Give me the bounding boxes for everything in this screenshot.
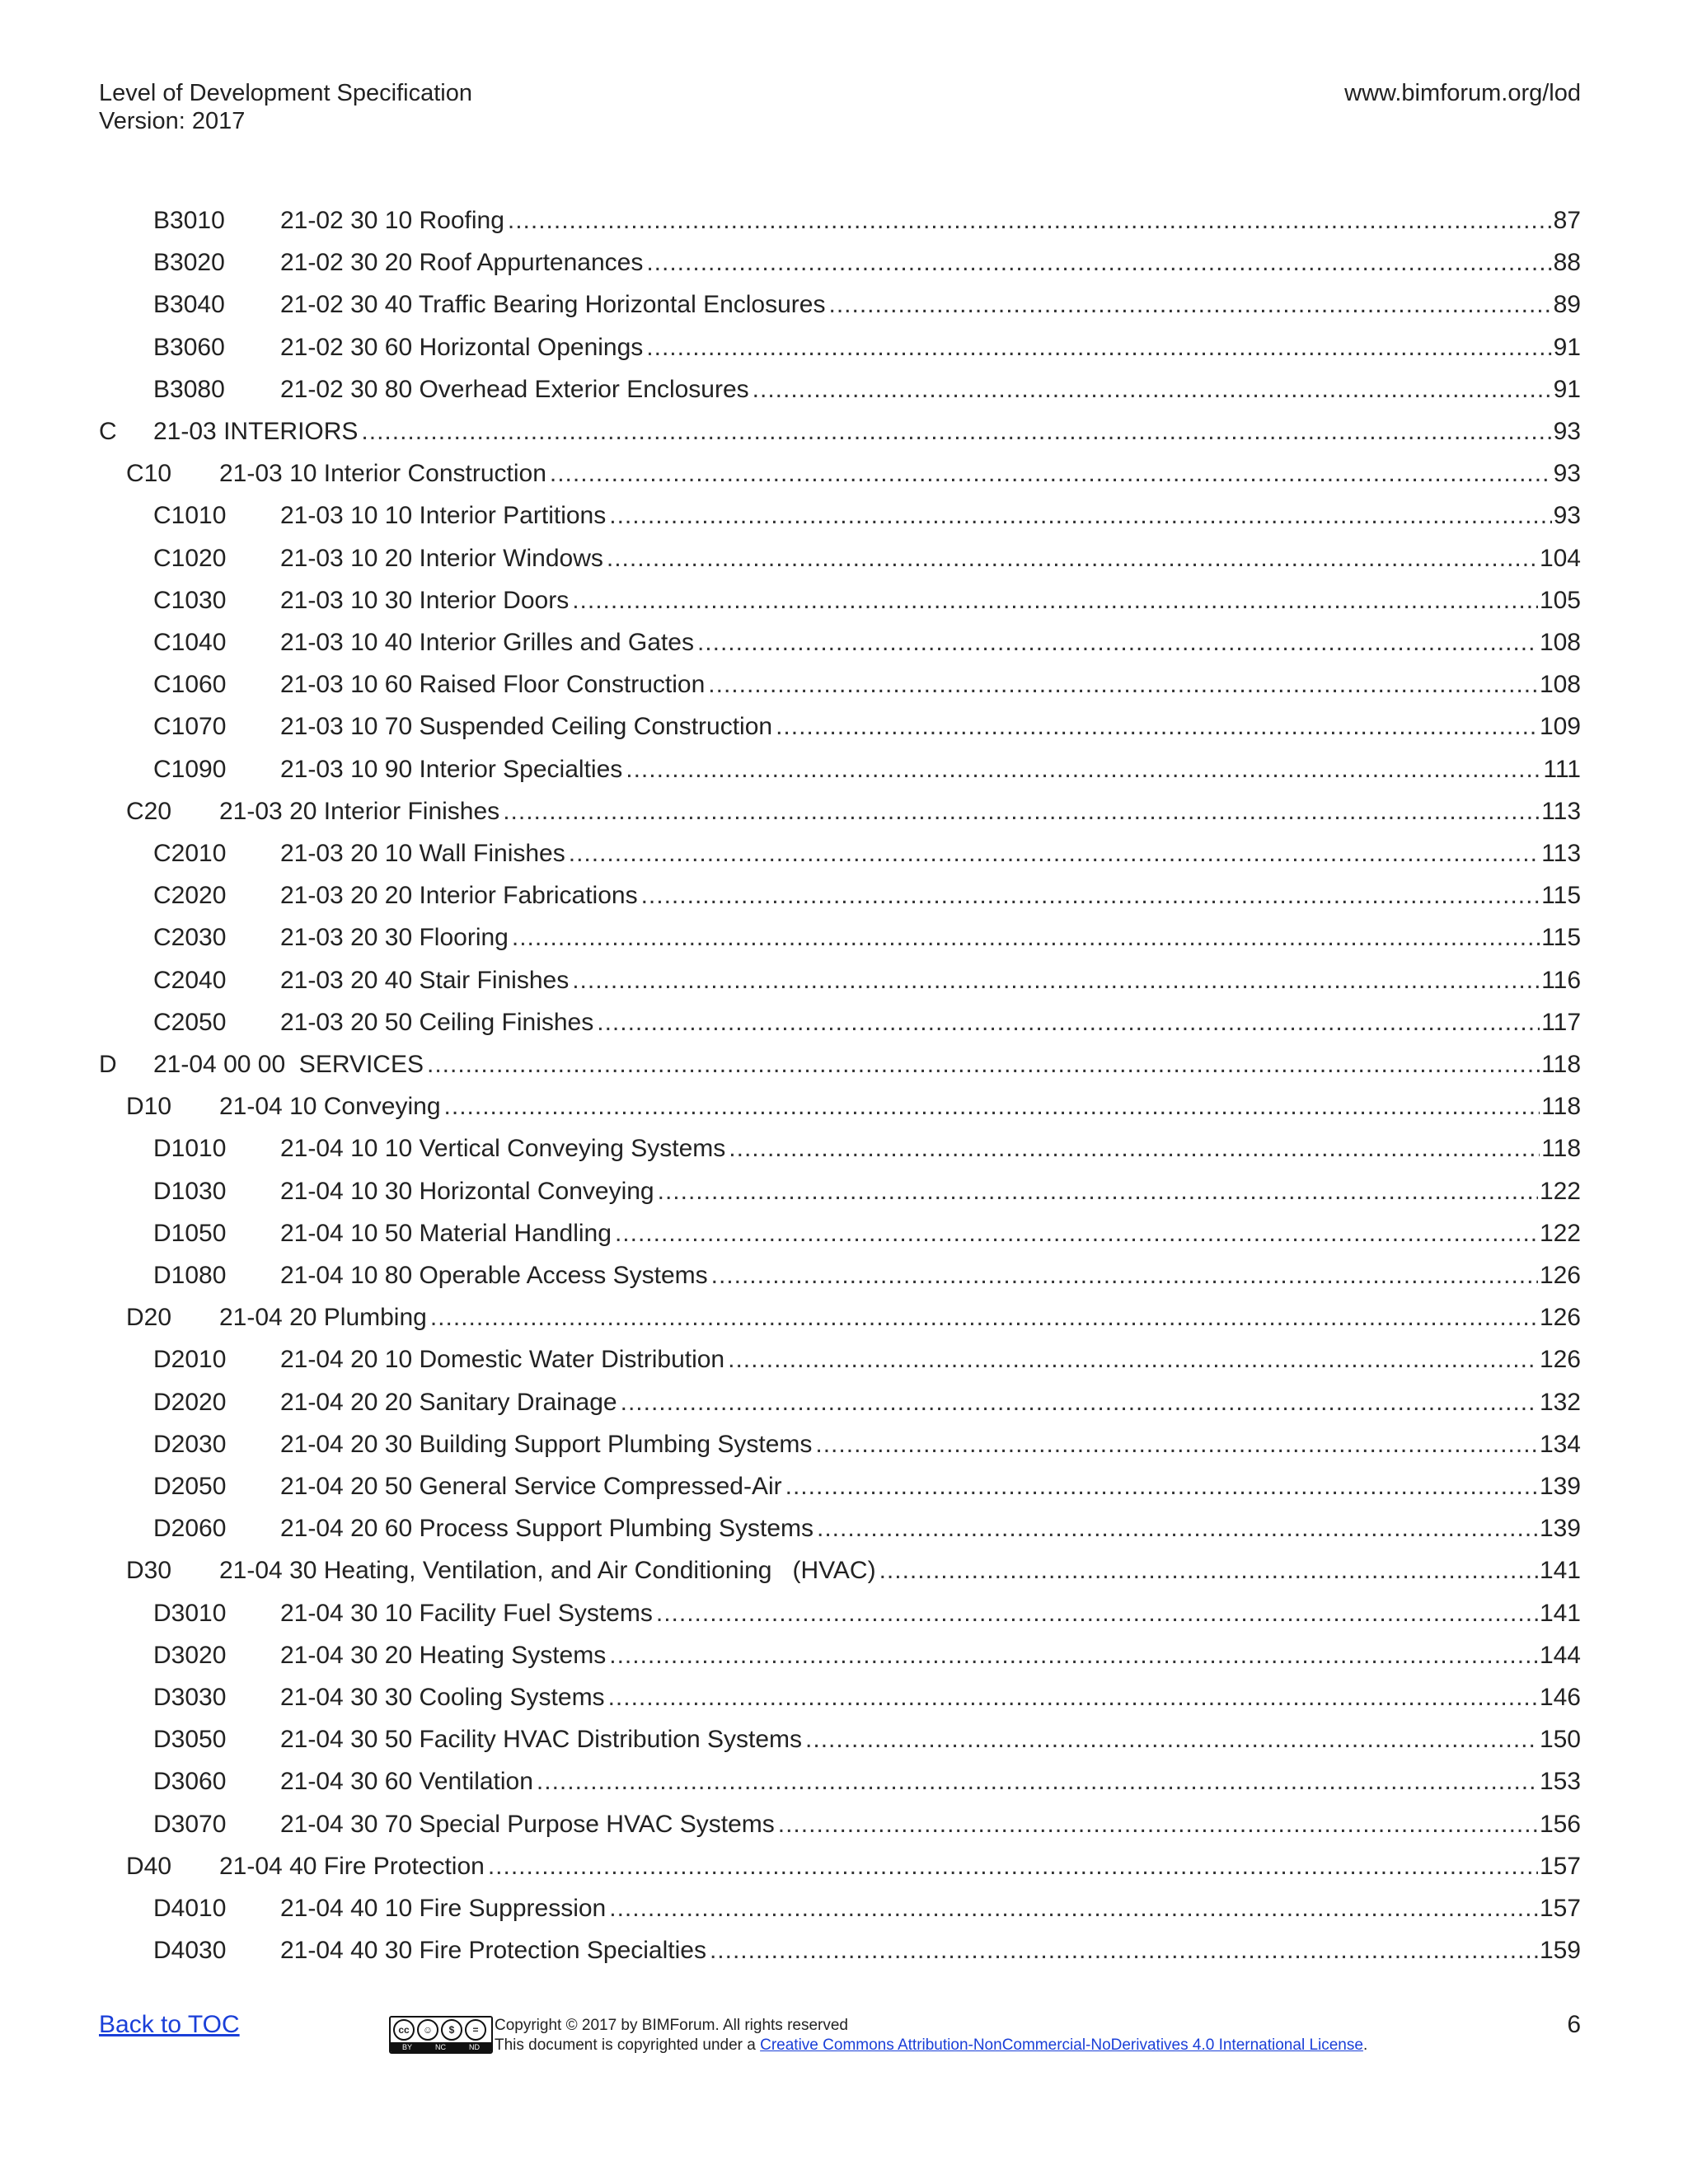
back-to-toc-link[interactable]: Back to TOC (99, 2011, 240, 2038)
toc-entry-title: 21-03 10 40 Interior Grilles and Gates (280, 629, 694, 656)
toc-entry[interactable] (0, 499, 1688, 541)
toc-entry-code: D10 (126, 1093, 172, 1121)
attribution-icon: ☺ (417, 2019, 438, 2041)
toc-entry-line (280, 1386, 1581, 1419)
toc-entry-title: 21-02 30 20 Roof Appurtenances (280, 249, 644, 277)
toc-entry-page: 88 (1553, 249, 1581, 277)
toc-dot-leader (609, 1892, 1538, 1925)
toc-entry-line (280, 1597, 1581, 1630)
toc-entry-code: D2050 (153, 1473, 227, 1500)
toc-entry-line (219, 457, 1581, 490)
toc-entry-code: D1080 (153, 1262, 227, 1289)
toc-entry[interactable] (0, 1090, 1688, 1132)
toc-dot-leader (609, 499, 1551, 532)
toc-entry-code: D2020 (153, 1388, 227, 1416)
toc-dot-leader (427, 1048, 1540, 1081)
toc-entry-line (280, 499, 1581, 532)
toc-entry-title: 21-04 40 30 Fire Protection Specialties (280, 1937, 706, 1965)
toc-entry-code: C10 (126, 460, 172, 488)
toc-entry-title: 21-02 30 10 Roofing (280, 207, 504, 234)
toc-entry[interactable] (0, 246, 1688, 288)
toc-entry-title: 21-03 10 10 Interior Partitions (280, 502, 607, 530)
toc-entry-page: 157 (1539, 1852, 1581, 1880)
toc-entry-title: 21-02 30 80 Overhead Exterior Enclosures (280, 375, 749, 403)
toc-dot-leader (729, 1132, 1540, 1165)
copyright-line-2 (495, 2036, 1367, 2055)
toc-entry-page: 139 (1539, 1515, 1581, 1543)
toc-entry-line (280, 331, 1581, 364)
toc-entry-page: 87 (1553, 207, 1581, 234)
toc-entry-title: 21-03 INTERIORS (153, 418, 359, 445)
toc-entry[interactable] (0, 1892, 1688, 1934)
toc-entry-code: C1040 (153, 629, 227, 656)
toc-entry-title: 21-03 20 Interior Finishes (219, 797, 500, 825)
toc-entry-line (280, 204, 1581, 237)
toc-entry-code: D (99, 1051, 117, 1078)
toc-entry-title: 21-04 40 10 Fire Suppression (280, 1895, 607, 1922)
toc-entry-page: 113 (1541, 840, 1581, 867)
toc-entry-page: 150 (1539, 1726, 1581, 1754)
toc-entry-page: 141 (1539, 1599, 1581, 1627)
toc-entry-code: D30 (126, 1557, 172, 1585)
toc-entry-page: 132 (1539, 1388, 1581, 1416)
toc-entry-page: 126 (1539, 1262, 1581, 1289)
toc-entry-code: C1090 (153, 755, 227, 783)
toc-dot-leader (569, 837, 1540, 870)
toc-entry-code: D3030 (153, 1684, 227, 1711)
cc-icon: cc (393, 2019, 415, 2041)
toc-entry[interactable] (0, 1723, 1688, 1765)
toc-entry-title: 21-03 20 10 Wall Finishes (280, 840, 565, 867)
toc-dot-leader (503, 795, 1540, 828)
toc-entry-code: B3080 (153, 375, 225, 403)
toc-entry-code: C1020 (153, 544, 227, 572)
toc-dot-leader (537, 1765, 1538, 1798)
cc-label-by: BY (401, 2043, 412, 2051)
cc-label-nd: ND (468, 2043, 480, 2051)
toc-entry-title: 21-04 10 10 Vertical Conveying Systems (280, 1135, 726, 1163)
toc-entry[interactable] (0, 415, 1688, 457)
toc-entry-title: 21-04 30 50 Facility HVAC Distribution Systems (280, 1726, 803, 1754)
toc-entry-title: 21-04 10 80 Operable Access Systems (280, 1262, 708, 1289)
toc-entry-page: 134 (1539, 1430, 1581, 1458)
toc-entry-title: 21-02 30 60 Horizontal Openings (280, 333, 644, 361)
toc-entry-title: 21-04 40 Fire Protection (219, 1852, 485, 1880)
toc-entry[interactable] (0, 1386, 1688, 1428)
toc-entry-code: D4030 (153, 1937, 227, 1965)
toc-entry[interactable] (0, 373, 1688, 415)
toc-entry-page: 141 (1539, 1557, 1581, 1585)
toc-entry[interactable] (0, 626, 1688, 668)
toc-entry-code: C2010 (153, 840, 227, 867)
copyright-line-2-suffix: . (1362, 2036, 1368, 2054)
toc-dot-leader (621, 1386, 1538, 1419)
cc-label-nc: NC (434, 2043, 446, 2051)
toc-dot-leader (597, 1006, 1540, 1039)
toc-entry-page: 126 (1539, 1346, 1581, 1374)
toc-entry[interactable] (0, 1639, 1688, 1681)
toc-entry-line (280, 1132, 1581, 1165)
toc-entry-code: C (99, 418, 117, 445)
toc-entry-line (219, 795, 1581, 828)
toc-dot-leader (776, 710, 1538, 743)
toc-dot-leader (615, 1217, 1538, 1250)
toc-entry-title: 21-04 20 Plumbing (219, 1304, 427, 1332)
toc-entry-page: 113 (1541, 797, 1581, 825)
toc-entry-page: 159 (1539, 1937, 1581, 1965)
toc-entry-page: 144 (1539, 1641, 1581, 1669)
toc-entry-code: C1070 (153, 713, 227, 741)
toc-entry-title: 21-03 20 50 Ceiling Finishes (280, 1008, 594, 1036)
header-title: Level of Development Specification (99, 80, 472, 106)
toc-entry-code: D3050 (153, 1726, 227, 1754)
copyright-notice (495, 2016, 1367, 2055)
toc-entry[interactable] (0, 457, 1688, 499)
toc-entry-line (280, 837, 1581, 870)
toc-entry-page: 109 (1539, 713, 1581, 741)
toc-dot-leader (778, 1808, 1538, 1841)
toc-entry-line (280, 1681, 1581, 1714)
toc-entry[interactable] (0, 1428, 1688, 1470)
toc-entry-line (280, 753, 1581, 786)
toc-entry-page: 118 (1541, 1093, 1581, 1121)
toc-entry-page: 116 (1541, 966, 1581, 994)
toc-entry-line (280, 626, 1581, 659)
toc-dot-leader (646, 246, 1551, 279)
toc-entry-code: C1060 (153, 671, 227, 699)
toc-entry[interactable] (0, 1470, 1688, 1512)
toc-entry-code: D40 (126, 1852, 172, 1880)
toc-entry-line (219, 1554, 1581, 1587)
toc-entry-line (280, 1808, 1581, 1841)
toc-entry-line (280, 921, 1581, 954)
toc-entry-code: B3010 (153, 207, 225, 234)
toc-entry-line (280, 1512, 1581, 1545)
toc-entry-line (280, 246, 1581, 279)
toc-entry-line (280, 1470, 1581, 1503)
header-url: www.bimforum.org/lod (1344, 80, 1581, 106)
toc-entry-page: 104 (1539, 544, 1581, 572)
toc-entry-title: 21-03 10 70 Suspended Ceiling Construction (280, 713, 773, 741)
toc-entry[interactable] (0, 1681, 1688, 1723)
toc-dot-leader (728, 1343, 1538, 1376)
toc-entry-line (219, 1850, 1581, 1883)
toc-entry-page: 118 (1541, 1135, 1581, 1163)
toc-entry-page: 105 (1539, 586, 1581, 614)
toc-entry-code: D1050 (153, 1219, 227, 1247)
toc-entry-line (280, 1892, 1581, 1925)
toc-dot-leader (753, 373, 1552, 406)
toc-entry[interactable] (0, 921, 1688, 963)
toc-entry[interactable] (0, 1765, 1688, 1807)
toc-entry-page: 122 (1539, 1177, 1581, 1205)
copyright-line-2-prefix: This document is copyrighted under a (495, 2036, 761, 2054)
toc-entry[interactable] (0, 1850, 1688, 1892)
toc-entry-code: D2060 (153, 1515, 227, 1543)
toc-entry-code: D4010 (153, 1895, 227, 1922)
toc-dot-leader (708, 668, 1538, 701)
toc-entry-title: 21-04 20 50 General Service Compressed-Air (280, 1473, 782, 1500)
toc-dot-leader (508, 204, 1552, 237)
noderivatives-icon: = (465, 2019, 486, 2041)
toc-dot-leader (609, 1639, 1538, 1672)
toc-entry-page: 89 (1553, 291, 1581, 319)
toc-entry-page: 108 (1539, 671, 1581, 699)
toc-entry[interactable] (0, 1132, 1688, 1174)
toc-dot-leader (710, 1934, 1538, 1967)
toc-entry-line (219, 1090, 1581, 1123)
toc-entry-code: B3020 (153, 249, 225, 277)
toc-entry-line (153, 1048, 1581, 1081)
toc-entry-page: 111 (1543, 755, 1581, 783)
toc-entry-line (153, 415, 1581, 448)
toc-entry-code: C1030 (153, 586, 227, 614)
toc-entry[interactable] (0, 1512, 1688, 1554)
toc-entry-code: D2010 (153, 1346, 227, 1374)
toc-dot-leader (805, 1723, 1538, 1756)
toc-entry[interactable] (0, 204, 1688, 246)
toc-entry-code: D3060 (153, 1768, 227, 1796)
toc-entry-code: D3020 (153, 1641, 227, 1669)
toc-entry-title: 21-04 10 30 Horizontal Conveying (280, 1177, 654, 1205)
toc-entry-page: 157 (1539, 1895, 1581, 1922)
creative-commons-by-nc-nd-icon (389, 2016, 493, 2054)
toc-dot-leader (361, 415, 1551, 448)
toc-entry-page: 115 (1541, 882, 1581, 910)
toc-entry-page: 139 (1539, 1473, 1581, 1500)
toc-entry-title: 21-03 10 Interior Construction (219, 460, 546, 488)
toc-dot-leader (658, 1175, 1538, 1208)
toc-entry-code: D20 (126, 1304, 172, 1332)
header-version: Version: 2017 (99, 108, 246, 134)
toc-entry-line (280, 879, 1581, 912)
toc-dot-leader (444, 1090, 1540, 1123)
toc-entry-title: 21-04 30 10 Facility Fuel Systems (280, 1599, 653, 1627)
toc-entry-line (280, 710, 1581, 743)
toc-entry-title: 21-04 10 50 Material Handling (280, 1219, 612, 1247)
toc-entry-code: C2020 (153, 882, 227, 910)
toc-entry-code: D3070 (153, 1810, 227, 1838)
toc-entry-title: 21-04 30 20 Heating Systems (280, 1641, 607, 1669)
toc-entry-page: 126 (1539, 1304, 1581, 1332)
toc-entry-title: 21-03 20 20 Interior Fabrications (280, 882, 638, 910)
toc-entry-line (280, 373, 1581, 406)
toc-entry-code: D2030 (153, 1430, 227, 1458)
toc-entry-title: 21-03 10 30 Interior Doors (280, 586, 570, 614)
toc-dot-leader (828, 288, 1551, 321)
toc-entry-code: B3060 (153, 333, 225, 361)
toc-entry-page: 91 (1553, 333, 1581, 361)
toc-entry[interactable] (0, 753, 1688, 795)
toc-entry-line (280, 1343, 1581, 1376)
toc-entry[interactable] (0, 964, 1688, 1006)
toc-entry-line (280, 668, 1581, 701)
toc-entry-code: C20 (126, 797, 172, 825)
toc-dot-leader (430, 1301, 1538, 1334)
toc-dot-leader (572, 964, 1540, 997)
toc-entry[interactable] (0, 1597, 1688, 1639)
toc-entry-code: B3040 (153, 291, 225, 319)
toc-entry-line (280, 1765, 1581, 1798)
toc-entry-title: 21-04 00 00 SERVICES (153, 1051, 424, 1078)
toc-dot-leader (608, 1681, 1538, 1714)
toc-entry-page: 146 (1539, 1684, 1581, 1711)
toc-entry[interactable] (0, 879, 1688, 921)
toc-entry-line (280, 1259, 1581, 1292)
toc-entry-code: C2040 (153, 966, 227, 994)
toc-dot-leader (641, 879, 1540, 912)
toc-entry-title: 21-04 10 Conveying (219, 1093, 441, 1121)
toc-entry-line (280, 1175, 1581, 1208)
toc-dot-leader (817, 1512, 1538, 1545)
toc-entry-title: 21-03 20 40 Stair Finishes (280, 966, 570, 994)
copyright-line-1: Copyright © 2017 by BIMForum. All rights reserved (495, 2017, 849, 2034)
toc-dot-leader (607, 542, 1538, 575)
toc-entry-page: 93 (1553, 418, 1581, 445)
toc-entry-page: 117 (1541, 1008, 1581, 1036)
toc-entry-title: 21-03 10 60 Raised Floor Construction (280, 671, 706, 699)
toc-entry-code: D1010 (153, 1135, 227, 1163)
toc-dot-leader (646, 331, 1551, 364)
toc-entry-page: 122 (1539, 1219, 1581, 1247)
toc-entry-page: 153 (1539, 1768, 1581, 1796)
toc-entry[interactable] (0, 1301, 1688, 1343)
license-link[interactable]: Creative Commons Attribution-NonCommercial-NoDerivatives 4.0 International License (760, 2036, 1363, 2054)
toc-entry-line (280, 1006, 1581, 1039)
toc-entry-page: 118 (1541, 1051, 1581, 1078)
toc-entry-page: 93 (1553, 502, 1581, 530)
toc-entry-page: 91 (1553, 375, 1581, 403)
toc-entry-title: 21-04 20 20 Sanitary Drainage (280, 1388, 617, 1416)
toc-entry-title: 21-04 30 30 Cooling Systems (280, 1684, 605, 1711)
toc-entry-code: D3010 (153, 1599, 227, 1627)
toc-entry[interactable] (0, 837, 1688, 879)
toc-entry-title: 21-04 20 10 Domestic Water Distribution (280, 1346, 725, 1374)
toc-entry[interactable] (0, 1048, 1688, 1090)
toc-entry[interactable] (0, 584, 1688, 626)
toc-entry[interactable] (0, 795, 1688, 837)
toc-entry[interactable] (0, 1217, 1688, 1259)
toc-dot-leader (550, 457, 1552, 490)
toc-entry[interactable] (0, 331, 1688, 373)
toc-entry[interactable] (0, 1343, 1688, 1385)
toc-entry[interactable] (0, 1808, 1688, 1850)
toc-entry-page: 93 (1553, 460, 1581, 488)
toc-entry-code: D1030 (153, 1177, 227, 1205)
toc-dot-leader (656, 1597, 1538, 1630)
toc-entry-line (280, 1723, 1581, 1756)
toc-entry[interactable] (0, 710, 1688, 752)
toc-entry[interactable] (0, 668, 1688, 710)
toc-entry-page: 108 (1539, 629, 1581, 656)
toc-entry[interactable] (0, 1175, 1688, 1217)
toc-entry-line (280, 1934, 1581, 1967)
toc-entry-title: 21-04 20 60 Process Support Plumbing Systems (280, 1515, 814, 1543)
toc-dot-leader (785, 1470, 1538, 1503)
toc-entry[interactable] (0, 1006, 1688, 1048)
toc-dot-leader (572, 584, 1538, 617)
toc-entry-page: 156 (1539, 1810, 1581, 1838)
toc-entry-title: 21-04 30 70 Special Purpose HVAC Systems (280, 1810, 775, 1838)
toc-entry-title: 21-04 20 30 Building Support Plumbing Systems (280, 1430, 813, 1458)
toc-entry-line (280, 584, 1581, 617)
toc-dot-leader (879, 1554, 1538, 1587)
toc-entry-code: C2030 (153, 924, 227, 952)
toc-entry[interactable] (0, 542, 1688, 584)
toc-entry-code: C1010 (153, 502, 227, 530)
toc-entry-title: 21-03 10 90 Interior Specialties (280, 755, 623, 783)
noncommercial-icon: $ (441, 2019, 462, 2041)
toc-entry-title: 21-02 30 40 Traffic Bearing Horizontal Enclosures (280, 291, 826, 319)
toc-dot-leader (488, 1850, 1538, 1883)
toc-dot-leader (711, 1259, 1538, 1292)
toc-entry-page: 115 (1541, 924, 1581, 952)
toc-entry-title: 21-04 30 Heating, Ventilation, and Air Conditioning (HVAC) (219, 1557, 876, 1585)
toc-entry[interactable] (0, 1934, 1688, 1976)
toc-entry-line (280, 1639, 1581, 1672)
toc-entry-title: 21-04 30 60 Ventilation (280, 1768, 533, 1796)
toc-entry-line (219, 1301, 1581, 1334)
toc-dot-leader (626, 753, 1541, 786)
toc-dot-leader (697, 626, 1538, 659)
toc-dot-leader (512, 921, 1540, 954)
toc-entry-line (280, 542, 1581, 575)
toc-dot-leader (815, 1428, 1538, 1461)
toc-entry-line (280, 288, 1581, 321)
toc-entry-line (280, 1217, 1581, 1250)
page-number: 6 (1567, 2011, 1581, 2038)
toc-entry-code: C2050 (153, 1008, 227, 1036)
toc-entry-title: 21-03 20 30 Flooring (280, 924, 509, 952)
toc-entry[interactable] (0, 1554, 1688, 1596)
toc-entry-line (280, 964, 1581, 997)
toc-entry-line (280, 1428, 1581, 1461)
toc-entry-title: 21-03 10 20 Interior Windows (280, 544, 603, 572)
toc-entry[interactable] (0, 288, 1688, 330)
toc-entry[interactable] (0, 1259, 1688, 1301)
